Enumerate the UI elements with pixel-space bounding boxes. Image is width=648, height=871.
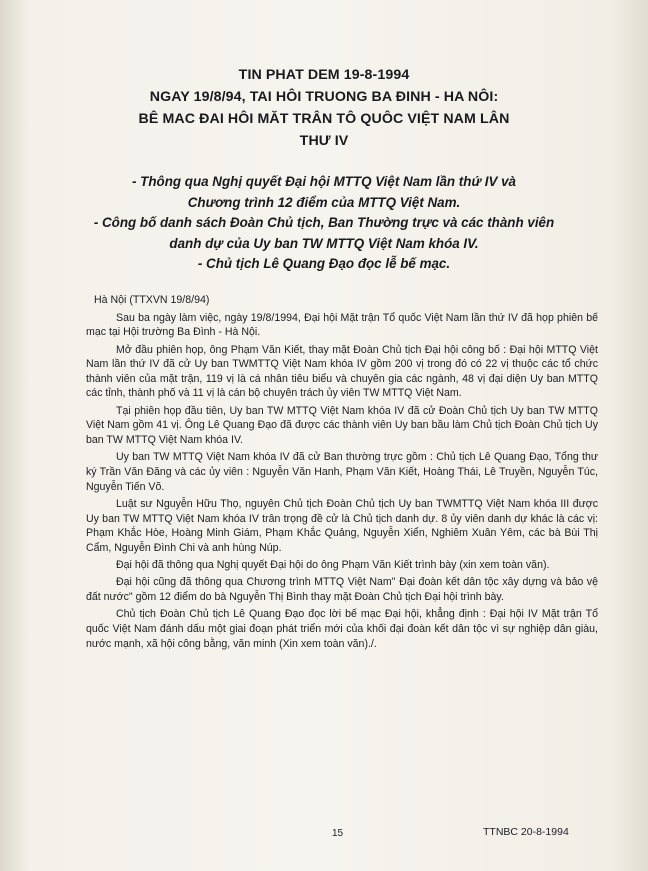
body-paragraph: Chủ tịch Đoàn Chủ tịch Lê Quang Đạo đọc lời bế mạc Đại hội, khẳng định : Đại hội IV Mặt trận Tổ quốc Việt Nam đánh dấu một giai đoạn phát triển mới của khối đại đoàn kết dân tộc vì sự nghiệp dân giàu, nước mạnh, xã hội công bằng, văn minh (Xin xem toàn văn)./.	[86, 608, 598, 650]
dateline: Hà Nội (TTXVN 19/8/94)	[94, 294, 210, 306]
subhead-line: - Chủ tịch Lê Quang Đạo đọc lễ bế mạc.	[197, 256, 451, 271]
body-paragraph: Đại hội đã thông qua Nghị quyết Đại hội do ông Phạm Văn Kiết trình bày (xin xem toàn văn).	[116, 559, 550, 572]
body-paragraph: Sau ba ngày làm việc, ngày 19/8/1994, Đại hội Mặt trận Tổ quốc Việt Nam lần thứ IV đã họp phiên bế mạc tại Hội trường Ba Đình - Hà Nội.	[86, 311, 598, 339]
body-paragraph: Đại hội cũng đã thông qua Chương trình MTTQ Việt Nam" Đại đoàn kết dân tộc xây dựng và bảo vệ đất nước" gồm 12 điểm do bà Nguyễn Thị Bình thay mặt Đoàn Chủ tịch Đại hội trình bày.	[86, 576, 598, 604]
document-code: TTNBC 20-8-1994	[483, 826, 569, 838]
header-title-line: BÊ MAC ĐAI HÔI MĂT TRÂN TÔ QUÔC VIỆT NAM LÂN	[138, 111, 510, 127]
document-header	[0, 64, 648, 152]
subhead-line: - Thông qua Nghị quyết Đại hội MTTQ Việt Nam lần thứ IV và	[131, 174, 516, 189]
header-title-line: THƯ IV	[299, 133, 349, 149]
document-subheadings	[0, 172, 648, 275]
body-paragraph: Mở đầu phiên họp, ông Phạm Văn Kiết, thay mặt Đoàn Chủ tịch Đại hội công bố : Đại hội MTTQ Việt Nam lần thứ IV đã cử Uy ban TWMTTQ Việt Nam khóa IV gồm 200 vị trong đó có 22 vị thuộc các tổ chức thành viên của mặt trận, 119 vị là cá nhân tiêu biểu và chuyên gia các ngành, 48 vị đại diện Uy ban MTTQ các tỉnh, thành phố và 11 vị là cán bộ chuyên trách ủy viên TW MTTQ Việt Nam.	[86, 343, 598, 400]
header-title-line: TIN PHAT DEM 19-8-1994	[238, 67, 410, 83]
document-body	[86, 293, 598, 654]
page-number: 15	[332, 828, 344, 839]
body-paragraph: Uy ban TW MTTQ Việt Nam khóa IV đã cử Ban thường trực gồm : Chủ tịch Lê Quang Đạo, Tổng thư ký Trần Văn Đăng và các ủy viên : Nguyễn Văn Hanh, Phạm Văn Kiết, Hoàng Thái, Lê Truyền, Nguyễn Túc, Nguyễn Tiến Võ.	[86, 451, 598, 493]
subhead-line: Chương trình 12 điểm của MTTQ Việt Nam.	[187, 194, 461, 210]
body-paragraph: Tại phiên họp đầu tiên, Uy ban TW MTTQ Việt Nam khóa IV đã cử Đoàn Chủ tịch Uy ban TW MTTQ Việt Nam gồm 41 vị. Ông Lê Quang Đạo đã được các thành viên Uy ban bầu làm Chủ tịch Đoàn Chủ tịch Uy ban TW MTTQ Việt Nam khóa IV.	[86, 404, 598, 446]
subhead-line: danh dự của Uy ban TW MTTQ Việt Nam khóa IV.	[169, 235, 479, 251]
body-paragraph: Luật sư Nguyễn Hữu Thọ, nguyên Chủ tịch Đoàn Chủ tịch Uy ban TWMTTQ Việt Nam khóa III được Uy ban TW MTTQ Việt Nam khóa IV trân trọng đề cử là Chủ tịch danh dự. 8 ủy viên danh dự khác là các vị: Phạm Khắc Hòe, Hoàng Minh Giám, Phạm Khắc Quảng, Nguyễn Xiển, Nghiêm Xuân Yêm, các bà Bùi Thị Cẩm, Nguyễn Đình Chi và anh hùng Núp.	[86, 497, 598, 554]
subhead-line: - Công bố danh sách Đoàn Chủ tịch, Ban Thường trực và các thành viên	[93, 215, 555, 230]
header-title-line: NGAY 19/8/94, TAI HÔI TRUONG BA ĐINH - HA NÔI:	[149, 89, 499, 105]
